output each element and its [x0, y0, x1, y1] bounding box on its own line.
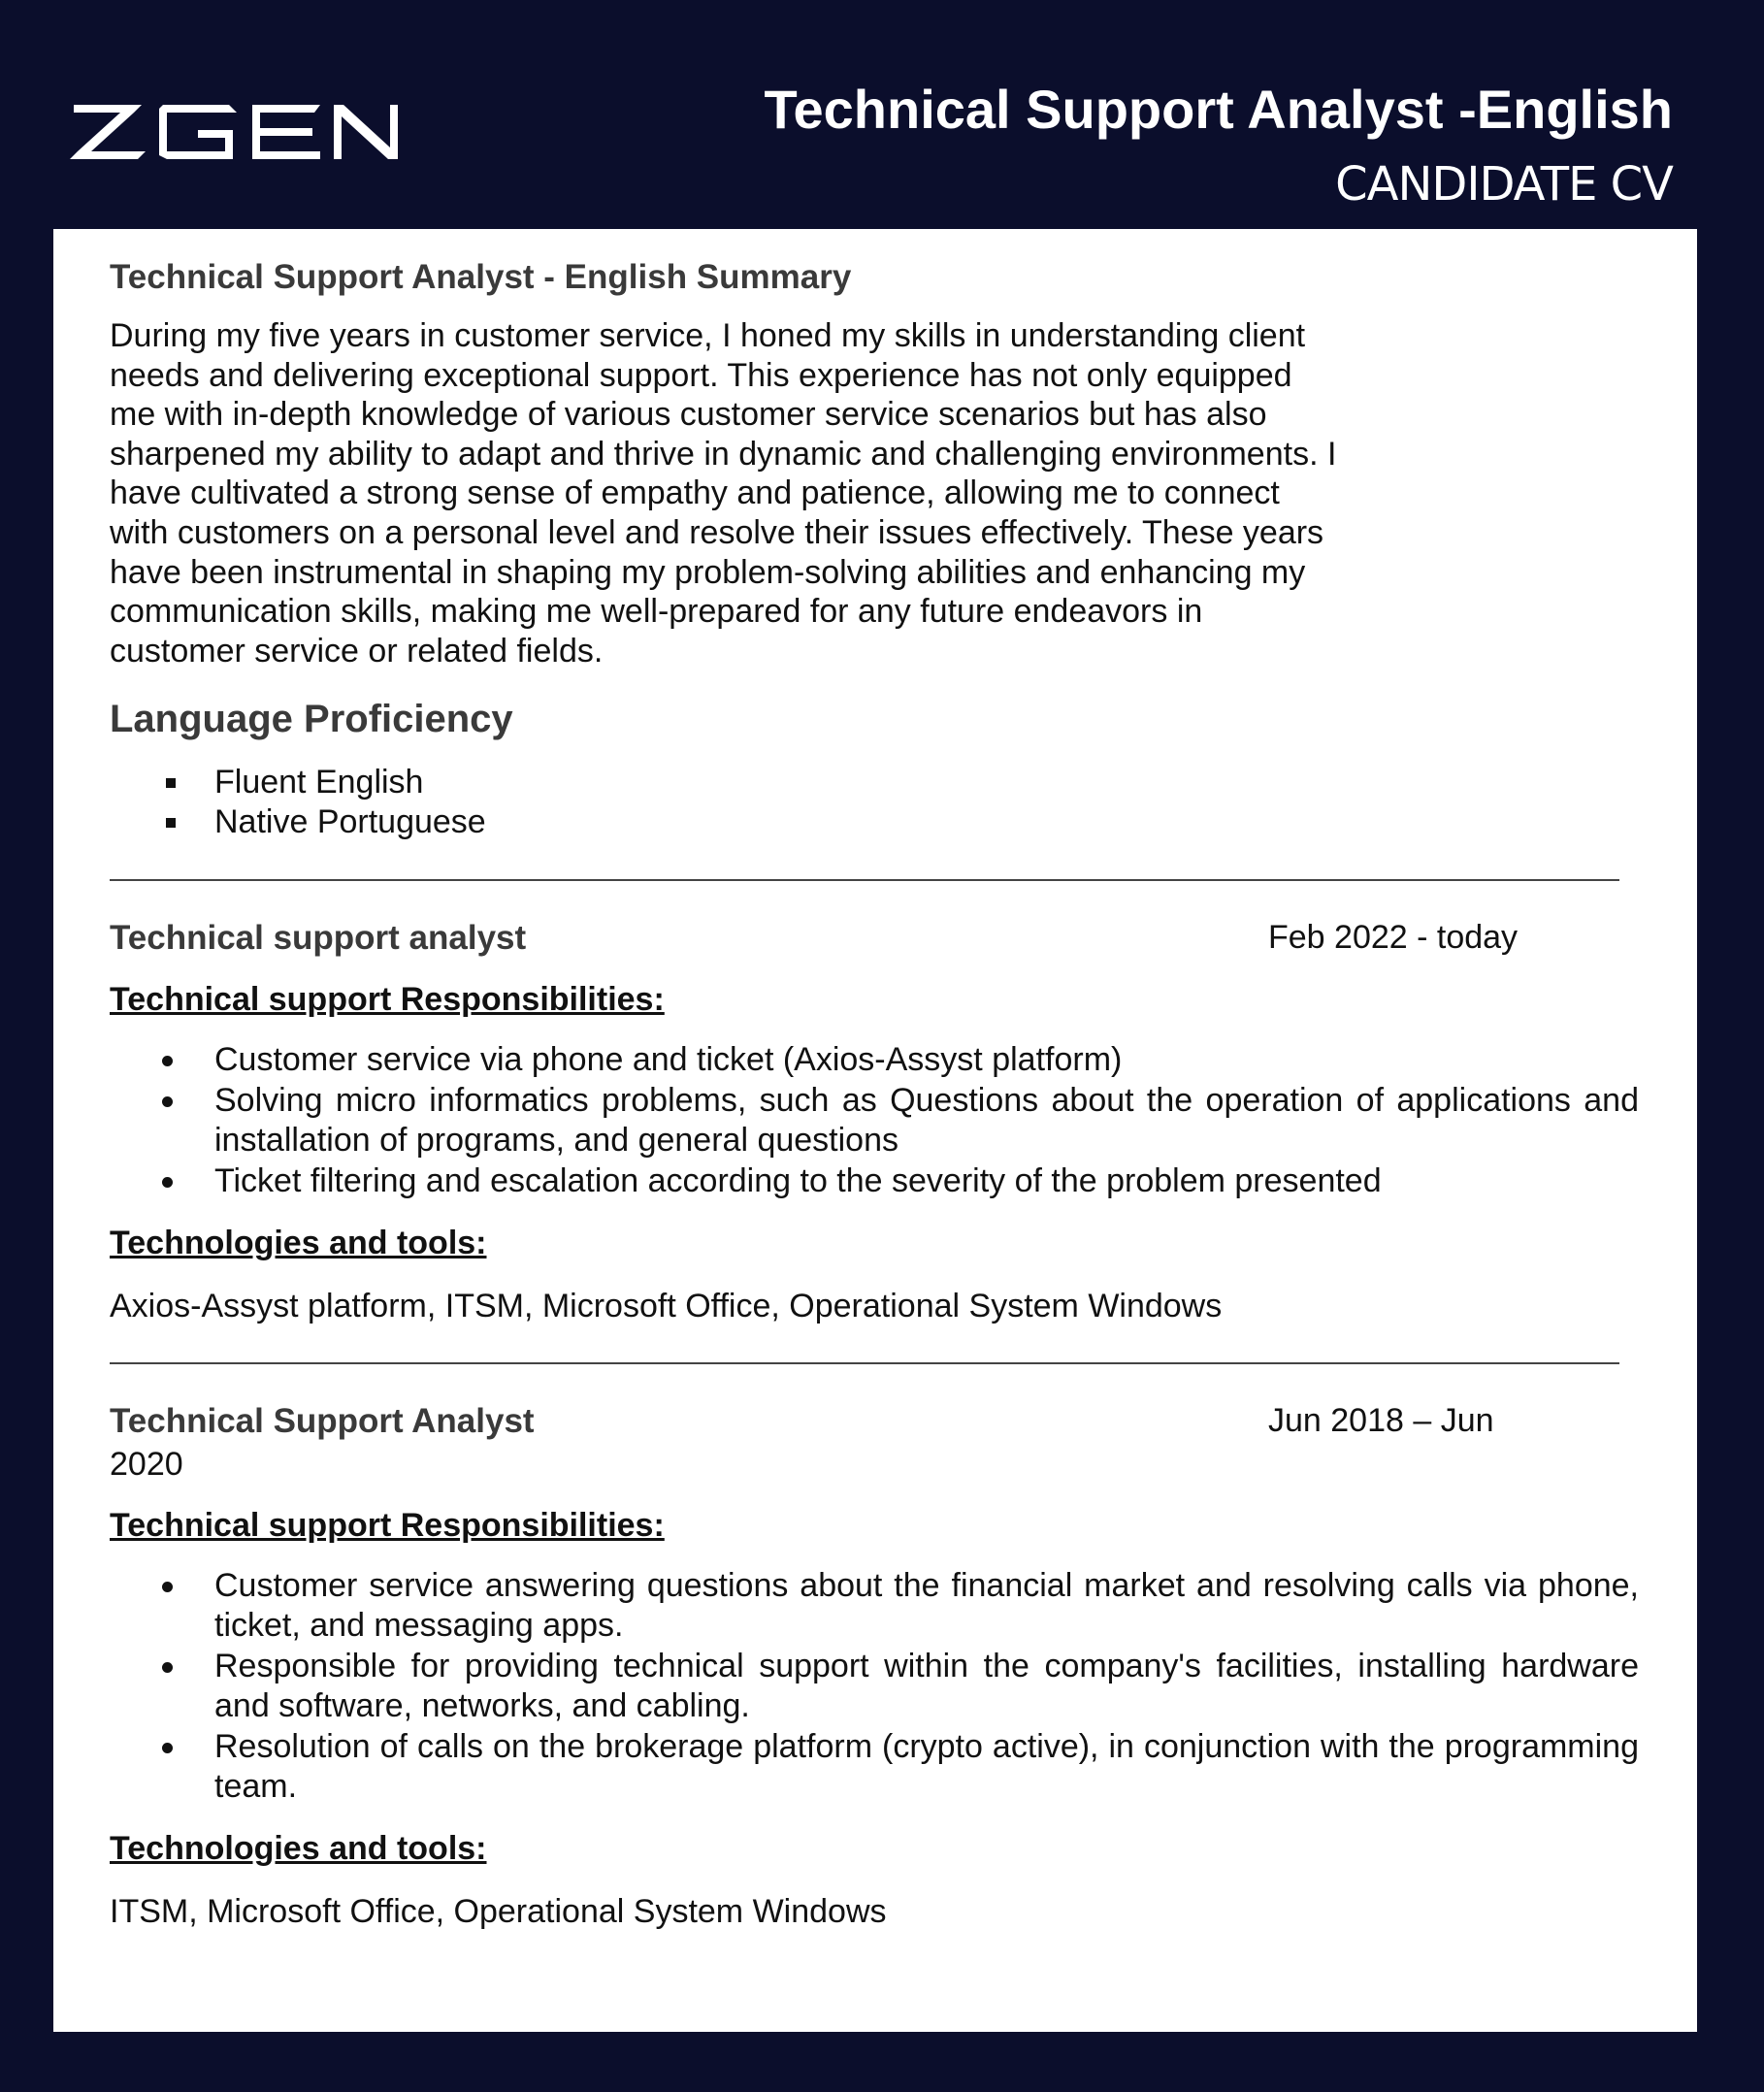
- job-title: Technical Support Analyst: [110, 1402, 535, 1441]
- cv-content: [110, 258, 1639, 1931]
- document-title: Technical Support Analyst -English: [764, 79, 1673, 140]
- responsibility-item: Solving micro informatics problems, such as Questions about the operation of applications and installation of programs, and general questions: [110, 1081, 1639, 1160]
- tools-text: ITSM, Microsoft Office, Operational System Windows: [110, 1893, 887, 1931]
- language-list: [110, 763, 1639, 842]
- responsibility-item: Customer service answering questions about the financial market and resolving calls via phone, ticket, and messaging apps.: [110, 1566, 1639, 1646]
- job-title: Technical support analyst: [110, 919, 527, 958]
- responsibilities-list: [110, 1040, 1639, 1201]
- tools-title: Technologies and tools:: [110, 1225, 487, 1262]
- job-header: [110, 919, 1639, 962]
- summary-line: with customers on a personal level and resolve their issues effectively. These years: [110, 513, 1324, 551]
- summary-line: customer service or related fields.: [110, 632, 604, 670]
- summary-line: have cultivated a strong sense of empathy and patience, allowing me to connect: [110, 474, 1280, 512]
- summary-line: sharpened my ability to adapt and thrive in dynamic and challenging environments. I: [110, 435, 1337, 473]
- summary-text: [110, 316, 1623, 670]
- summary-line: needs and delivering exceptional support. This experience has not only equipped: [110, 356, 1292, 394]
- section-divider: [110, 879, 1619, 881]
- zgen-logo-mark: [70, 101, 400, 163]
- summary-title: Technical Support Analyst - English Summary: [110, 258, 852, 296]
- responsibility-item: Resolution of calls on the brokerage platform (crypto active), in conjunction with the programming team.: [110, 1727, 1639, 1807]
- language-item: Native Portuguese: [110, 802, 1639, 842]
- summary-line: me with in-depth knowledge of various customer service scenarios but has also: [110, 396, 1267, 434]
- language-proficiency-title: Language Proficiency: [110, 698, 513, 741]
- summary-line: During my five years in customer service, I honed my skills in understanding client: [110, 317, 1306, 354]
- language-item: Fluent English: [110, 763, 1639, 802]
- responsibility-item: Responsible for providing technical support within the company's facilities, installing hardware and software, networks, and cabling.: [110, 1647, 1639, 1726]
- responsibility-item: Customer service via phone and ticket (Axios-Assyst platform): [110, 1040, 1639, 1080]
- tools-text: Axios-Assyst platform, ITSM, Microsoft Office, Operational System Windows: [110, 1288, 1223, 1325]
- section-divider: [110, 1362, 1619, 1364]
- responsibility-item: Ticket filtering and escalation according to the severity of the problem presented: [110, 1161, 1639, 1201]
- job-header: [110, 1402, 1639, 1445]
- tools-title: Technologies and tools:: [110, 1830, 487, 1868]
- cv-page: [53, 229, 1697, 2032]
- responsibilities-list: [110, 1566, 1639, 1807]
- responsibilities-title: Technical support Responsibilities:: [110, 1507, 665, 1545]
- zgen-logo: [70, 101, 400, 163]
- job-dates: Feb 2022 - today: [1268, 919, 1519, 957]
- job-dates-continued: 2020: [110, 1446, 183, 1484]
- document-subtitle: CANDIDATE CV: [1335, 157, 1673, 212]
- summary-line: communication skills, making me well-prepared for any future endeavors in: [110, 593, 1203, 631]
- responsibilities-title: Technical support Responsibilities:: [110, 981, 665, 1019]
- summary-line: have been instrumental in shaping my problem-solving abilities and enhancing my: [110, 553, 1306, 591]
- job-dates: Jun 2018 – Jun: [1268, 1402, 1494, 1440]
